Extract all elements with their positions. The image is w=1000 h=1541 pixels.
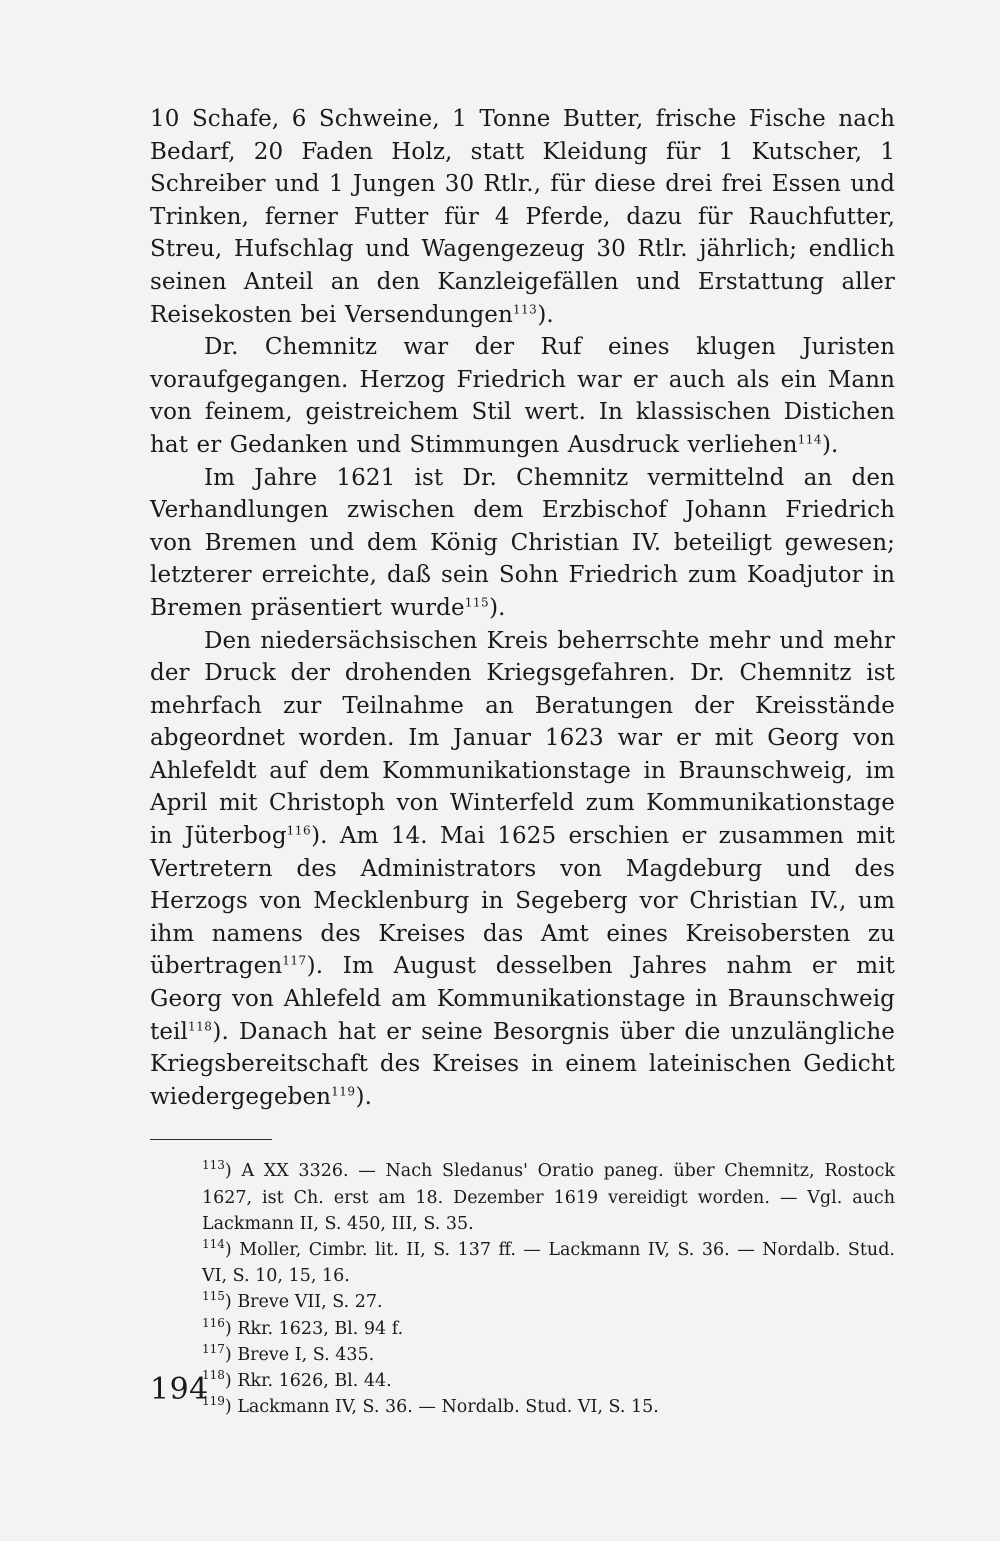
footnote-close: ) [224,1371,232,1392]
footnote-line: Breve I, S. 435. [237,1344,375,1365]
footnote-ref-119[interactable]: 119 [331,1084,356,1099]
paragraph-3-text: Im Jahre 1621 ist Dr. Chemnitz vermittelnd an den Verhandlungen zwischen dem Erzbischof Johann Friedrich von Bremen und dem König Christian IV. beteiligt gewesen; letzterer erreichte, daß sein Sohn Friedrich zum Koadjutor in Bremen präsentiert wurde [150,464,895,621]
footnote-line: Rostock 1627, ist Ch. erst am 18. Dezember 1619 vereidigt worden. — Vgl. [202,1161,895,1208]
paragraph-2 [150,331,895,461]
footnote-number: 115 [202,1289,225,1304]
footnote-118 [150,1368,895,1394]
footnote-line: Lackmann IV, S. 36. — Nordalb. Stud. VI, S. 15. [237,1397,659,1418]
footnote-line: Moller, Cimbr. lit. II, S. 137 ff. — Lackmann IV, S. 36. — [239,1240,755,1261]
footnote-116 [150,1316,895,1342]
paragraph-4-text: Den niedersächsischen Kreis beherrschte mehr und mehr der Druck der drohenden Kriegsgefahren. Dr. Chemnitz ist mehrfach zur Teilnahme an Beratungen der Kreisstände abgeordnet worden. Im Januar 1623 war er mit Georg von Ahlefeldt auf dem Kommunikationstage in Braunschweig, im April mit Christoph von Winterfeld zum Kommunikationstage in Jüterbog [150,627,895,850]
paragraph-3 [150,462,895,625]
footnote-close: ) [224,1161,232,1182]
paragraph-3-tail: ). [489,594,506,621]
paragraph-4-tail-3: ). Danach hat er seine Besorgnis über die unzulängliche Kriegsbereitschaft des Kreises in einem lateinischen Gedicht wiedergegeben [150,1018,895,1110]
footnote-113 [150,1158,895,1237]
footnote-number: 113 [202,1158,225,1173]
footnote-ref-118[interactable]: 118 [187,1018,213,1033]
footnote-ref-116[interactable]: 116 [286,823,312,838]
paragraph-1 [150,103,895,331]
footnote-close: ) [224,1240,232,1261]
footnote-ref-115[interactable]: 115 [464,595,490,610]
paragraph-2-tail: ). [821,431,839,458]
footnotes [150,1158,895,1420]
footnote-number: 118 [202,1368,225,1383]
page-number: 194 [150,1372,209,1407]
footnote-line: Breve VII, S. 27. [237,1292,383,1313]
footnote-close: ) [224,1397,232,1418]
paragraph-4-tail: ). Am 14. Mai 1625 erschien er zusammen mit Vertretern des Administrators von Magdeburg und des Herzogs von Mecklenburg in Segeberg vor Christian IV., um ihm namens des Kreises das Amt eines Kreisobersten zu übertragen [150,823,895,980]
footnote-114 [150,1237,895,1289]
footnote-line: Rkr. 1623, Bl. 94 f. [237,1318,404,1339]
footnote-number: 116 [202,1315,225,1330]
footnote-line: A XX 3326. — Nach Sledanus' Oratio paneg. über Chemnitz, [241,1161,815,1182]
footnote-119 [150,1394,895,1420]
footnote-close: ) [224,1344,232,1365]
footnote-ref-117[interactable]: 117 [282,953,307,968]
footnote-number: 114 [202,1237,225,1252]
paragraph-1-text: 10 Schafe, 6 Schweine, 1 Tonne Butter, frische Fische nach Bedarf, 20 Faden Holz, statt Kleidung für 1 Kutscher, 1 Schreiber und 1 Jungen 30 Rtlr., für diese drei frei Essen und Trinken, ferner Futter für 4 Pferde, dazu für Rauchfutter, Streu, Hufschlag und Wagengezeug 30 Rtlr. jährlich; endlich seinen Anteil an den Kanzleigefällen und Erstattung aller Reisekosten bei Versendungen [150,106,895,328]
footnote-number: 119 [202,1394,225,1409]
footnote-ref-113[interactable]: 113 [512,301,538,316]
footnote-close: ) [224,1318,232,1339]
footnote-115 [150,1289,895,1315]
paragraph-4-tail-2: ). Im August desselben Jahres nahm er mit Georg von Ahlefeld am Kommunikationstage in Braunschweig teil [150,953,895,1045]
footnote-line: Nordalb. Stud. VI, S. 10, 15, 16. [202,1240,895,1287]
footnote-divider [150,1139,272,1140]
paragraph-1-tail: ). [537,301,554,328]
footnote-close: ) [224,1292,232,1313]
paragraph-2-text: Dr. Chemnitz war der Ruf eines klugen Juristen voraufgegangen. Herzog Friedrich war er auch als ein Mann von feinem, geistreichem Stil wert. In klassischen Distichen hat er Gedanken und Stimmungen Ausdruck verliehen [150,334,895,458]
footnote-ref-114[interactable]: 114 [797,432,822,447]
footnote-number: 117 [202,1342,225,1356]
footnote-line: auch Lackmann II, S. 450, III, S. 35. [202,1187,895,1234]
page [150,103,895,1420]
body-text [150,103,895,1113]
paragraph-4-tail-4: ). [355,1083,372,1110]
footnote-line: Rkr. 1626, Bl. 44. [237,1371,392,1392]
footnote-117 [150,1342,895,1368]
paragraph-4 [150,625,895,1114]
